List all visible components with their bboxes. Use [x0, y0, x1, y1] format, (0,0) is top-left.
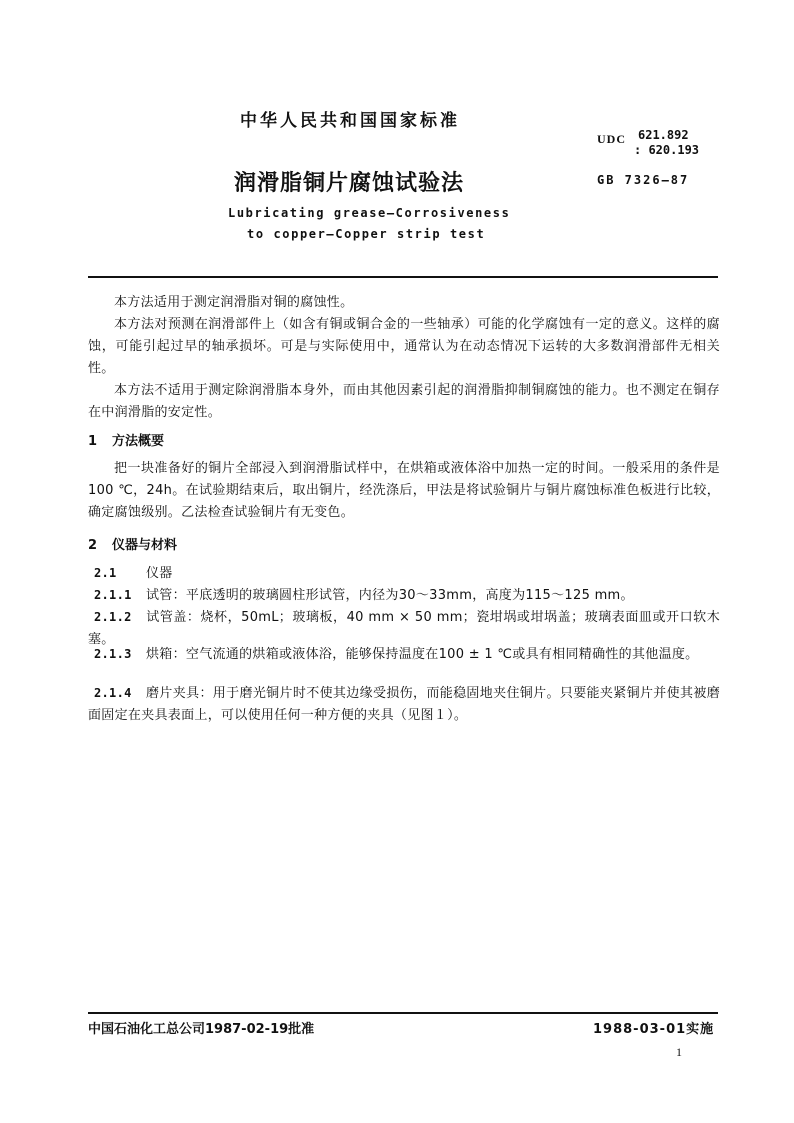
clause-2-1-4: [88, 682, 720, 727]
clause-text: 烘箱：空气流通的烘箱或液体浴，能够保持温度在100 ± 1 ℃或具有相同精确性的其他温度。: [146, 647, 699, 662]
section-2-title: 仪器与材料: [112, 538, 178, 553]
intro-paragraph-2: 本方法对预测在润滑部件上（如含有铜或铜合金的一些轴承）可能的化学腐蚀有一定的意义。这样的腐蚀，可能引起过早的轴承损坏。可是与实际使用中，通常认为在动态情况下运转的大多数润滑部件无相关性。: [88, 317, 720, 376]
national-standard-heading: 中华人民共和国国家标准: [240, 111, 460, 131]
footer-divider: [88, 1012, 718, 1014]
english-title-line-2: to copper—Copper strip test: [247, 227, 486, 241]
udc-label: UDC: [597, 132, 626, 146]
intro-paragraph-3: 本方法不适用于测定除润滑脂本身外，而由其他因素引起的润滑脂抑制铜腐蚀的能力。也不测定在铜存在中润滑脂的安定性。: [88, 383, 720, 420]
section-2-number: 2: [88, 538, 98, 553]
document-title: 润滑脂铜片腐蚀试验法: [234, 171, 465, 196]
intro-paragraph-1: 本方法适用于测定润滑脂对铜的腐蚀性。: [114, 295, 354, 310]
clause-2-1-3: [88, 643, 720, 666]
section-2-heading: [88, 534, 177, 553]
clause-number: 2.1.1: [94, 588, 132, 602]
section-1-number: 1: [88, 434, 98, 449]
english-title-line-1: Lubricating grease—Corrosiveness: [228, 206, 511, 220]
clause-text: 试管盖：烧杯，50mL；玻璃板，40 mm × 50 mm；瓷坩埚或坩埚盖；玻璃表面皿或开口软木塞。: [88, 610, 720, 647]
clause-number: 2.1.3: [94, 647, 132, 661]
udc-code-secondary: : 620.193: [634, 143, 700, 157]
udc-code-primary: 621.892: [638, 128, 689, 142]
section-1-title: 方法概要: [112, 434, 165, 449]
clause-text: 试管：平底透明的玻璃圆柱形试管，内径为30～33mm，高度为115～125 mm。: [146, 588, 634, 603]
implementation-date: 1988-03-01实施: [593, 1022, 715, 1037]
section-1-text: 把一块准备好的铜片全部浸入到润滑脂试样中，在烘箱或液体浴中加热一定的时间。一般采用的条件是100 ℃，24h。在试验期结束后，取出铜片，经洗涤后，甲法是将试验铜片与铜片腐蚀标准色板进行比较，确定腐蚀级别。乙法检查试验铜片有无变色。: [88, 461, 720, 520]
clause-2-1-1: [88, 584, 720, 607]
clause-number: 2.1.4: [94, 686, 132, 700]
approval-date: 中国石油化工总公司1987-02-19批准: [88, 1022, 315, 1037]
gb-standard-code: GB 7326—87: [597, 173, 690, 187]
header-divider: [88, 276, 718, 278]
clause-text: 磨片夹具：用于磨光铜片时不使其边缘受损伤，而能稳固地夹住铜片。只要能夹紧铜片并使其被磨面固定在夹具表面上，可以使用任何一种方便的夹具（见图１）。: [88, 686, 720, 723]
section-1-heading: [88, 430, 164, 449]
clause-number: 2.1: [94, 566, 117, 580]
clause-text: 仪器: [146, 566, 173, 581]
clause-2-1: [88, 562, 720, 585]
clause-number: 2.1.2: [94, 610, 132, 624]
page-number: 1: [676, 1045, 682, 1059]
